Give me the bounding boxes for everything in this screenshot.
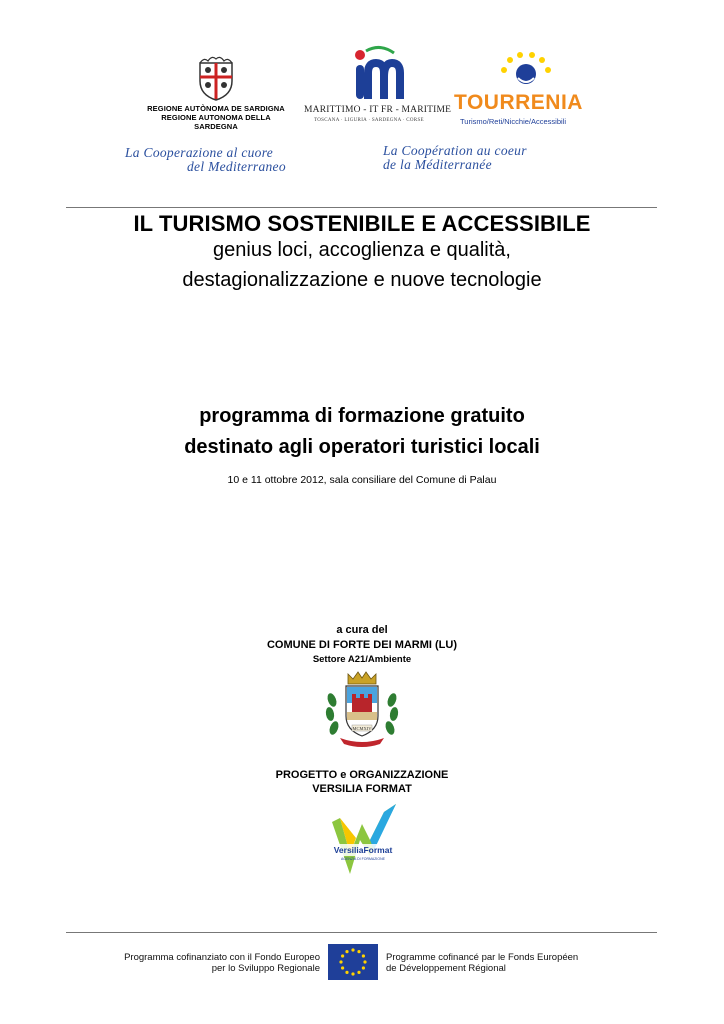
- organizer-name: COMUNE DI FORTE DEI MARMI (LU): [266, 639, 458, 651]
- subtitle-line2: destagionalizzazione e nuove tecnologie: [182, 269, 542, 291]
- footer-french-line1: Programme cofinancé par le Fonds Européen: [386, 952, 579, 963]
- program-line1: programma di formazione gratuito: [199, 405, 525, 427]
- eu-flag-icon: [328, 944, 378, 980]
- tourrenia-stars-icon: [496, 52, 556, 94]
- organizer-intro: a cura del: [336, 624, 388, 636]
- footer-french: [386, 952, 606, 974]
- marittimo-mark-icon: [350, 45, 410, 103]
- footer-divider: [66, 932, 657, 933]
- tourrenia-tagline: Turismo/Reti/Nicchie/Accessibili: [460, 117, 566, 126]
- versilia-format-logo-subtext: AGENZIA DI FORMAZIONE: [341, 857, 385, 861]
- project-label: PROGETTO e ORGANIZZAZIONE: [275, 769, 449, 781]
- program-line2: destinato agli operatori turistici locali: [184, 436, 540, 458]
- versilia-format-logo-text: VersiliaFormat: [333, 845, 393, 855]
- motto-italian-line1: La Cooperazione al cuore: [125, 145, 274, 160]
- footer-italian-line1: Programma cofinanziato con il Fondo Europeo: [124, 952, 320, 963]
- motto-italian-line2: del Mediterraneo: [187, 159, 286, 174]
- crest-motto-text: MCMXIV: [352, 725, 372, 731]
- forte-dei-marmi-crest-icon: [322, 670, 402, 752]
- header-divider: [66, 207, 657, 208]
- footer-italian: [120, 952, 320, 974]
- organizer-department: Settore A21/Ambiente: [312, 654, 412, 665]
- subtitle-line1: genius loci, accoglienza e qualità,: [213, 239, 511, 261]
- marittimo-title: MARITTIMO - IT FR - MARITIME: [304, 105, 452, 115]
- tourrenia-name: TOURRENIA: [454, 91, 583, 114]
- marittimo-subtitle: TOSCANA · LIGURIA · SARDEGNA · CORSE: [314, 118, 424, 123]
- sardegna-logo: [140, 55, 300, 131]
- sardegna-crest-icon: [194, 55, 238, 101]
- page-title: IL TURISMO SOSTENIBILE E ACCESSIBILE: [133, 211, 591, 236]
- motto-french-line2: de la Méditerranée: [383, 157, 492, 172]
- sardegna-name-line2: REGIONE AUTONOMA DELLA SARDEGNA: [161, 113, 271, 131]
- motto-italian: [125, 146, 345, 174]
- program-date: 10 e 11 ottobre 2012, sala consiliare del Comune di Palau: [227, 474, 497, 486]
- project-organizer: VERSILIA FORMAT: [312, 783, 412, 795]
- motto-french-line1: La Coopération au coeur: [383, 143, 527, 158]
- footer-french-line2: de Développement Régional: [386, 963, 506, 974]
- footer-italian-line2: per lo Sviluppo Regionale: [211, 963, 320, 974]
- tourrenia-logo: [452, 52, 598, 130]
- sardegna-name-line1: REGIONE AUTÒNOMA DE SARDIGNA: [147, 104, 285, 113]
- marittimo-logo: [302, 45, 452, 135]
- motto-french: [383, 144, 623, 172]
- versilia-format-logo: [326, 800, 400, 880]
